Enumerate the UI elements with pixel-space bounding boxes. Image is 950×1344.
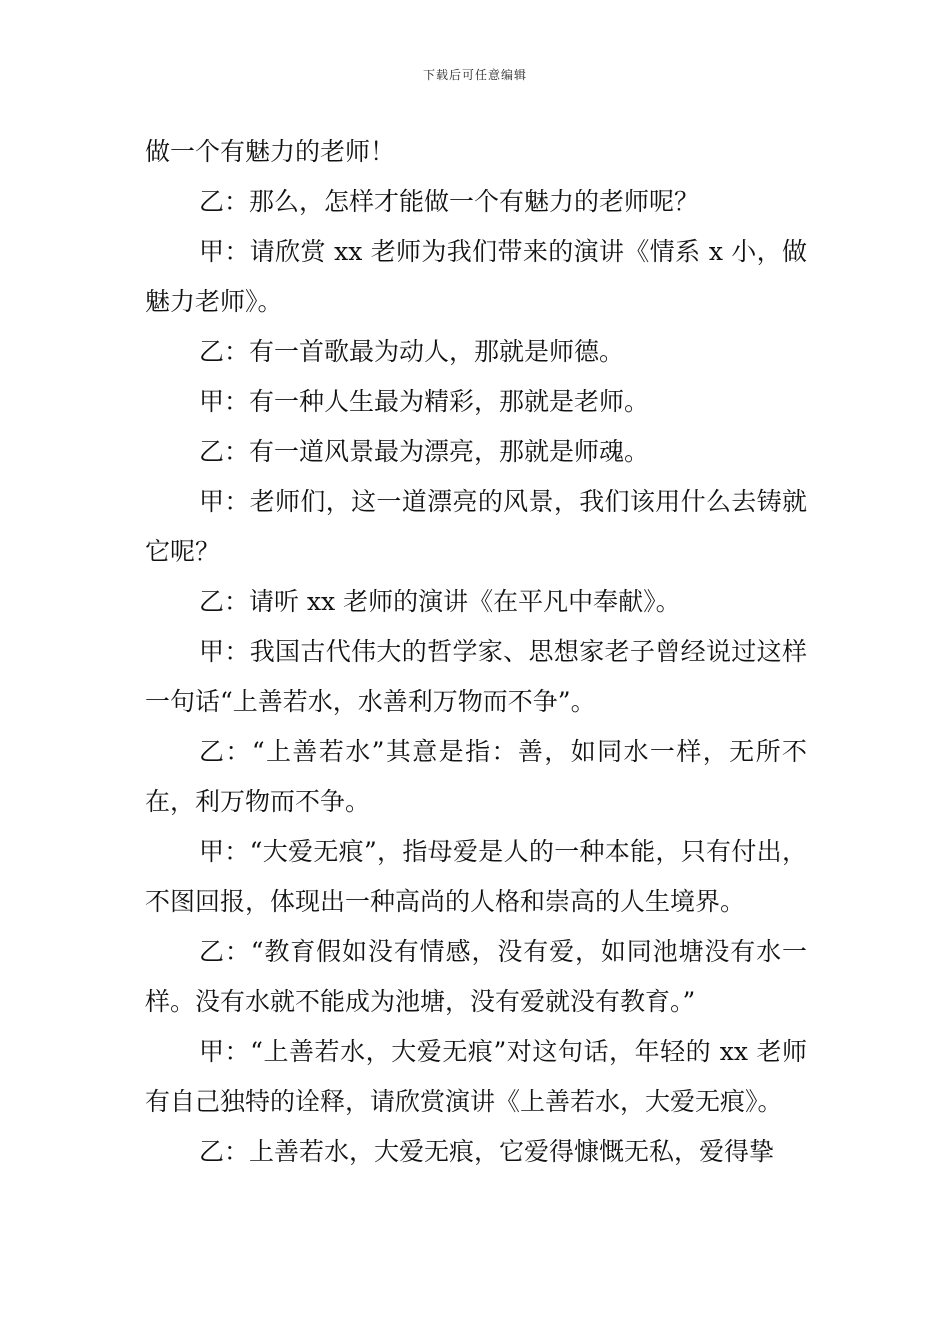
paragraph: 乙：有一道风景最为漂亮，那就是师魂。 <box>199 437 650 466</box>
paragraph: 甲：我国古代伟大的哲学家、思想家老子曾经说过这样一句话“上善若水，水善利万物而不争”。 <box>145 637 807 716</box>
paragraph: 甲：“上善若水，大爱无痕”对这句话，年轻的 xx 老师有自己独特的诠释，请欣赏演讲《上善若水，大爱无痕》。 <box>145 1037 807 1116</box>
paragraph: 做一个有魅力的老师！ <box>145 137 396 166</box>
paragraph: 甲：老师们，这一道漂亮的风景，我们该用什么去铸就它呢？ <box>145 487 807 566</box>
paragraph: 甲：有一种人生最为精彩，那就是老师。 <box>199 387 650 416</box>
paragraph: 甲：请欣赏 xx 老师为我们带来的演讲《情系 x 小，做魅力老师》。 <box>145 237 807 316</box>
paragraph: 乙：请听 xx 老师的演讲《在平凡中奉献》。 <box>199 587 681 616</box>
paragraph: 乙：“上善若水”其意是指：善，如同水一样，无所不在，利万物而不争。 <box>145 737 807 816</box>
page-header: 下载后可任意编辑 <box>422 68 527 82</box>
paragraph: 乙：那么，怎样才能做一个有魅力的老师呢？ <box>199 187 700 216</box>
paragraph: 乙：有一首歌最为动人，那就是师德。 <box>199 337 625 366</box>
paragraph: 甲：“大爱无痕”，指母爱是人的一种本能，只有付出，不图回报，体现出一种高尚的人格和崇高的人生境界。 <box>145 837 807 916</box>
paragraph: 乙：上善若水，大爱无痕，它爱得慷慨无私，爱得挚 <box>199 1137 775 1166</box>
paragraph: 乙：“教育假如没有情感，没有爱，如同池塘没有水一样。没有水就不能成为池塘，没有爱就没有教育。” <box>145 937 807 1016</box>
document-body <box>145 127 807 1177</box>
